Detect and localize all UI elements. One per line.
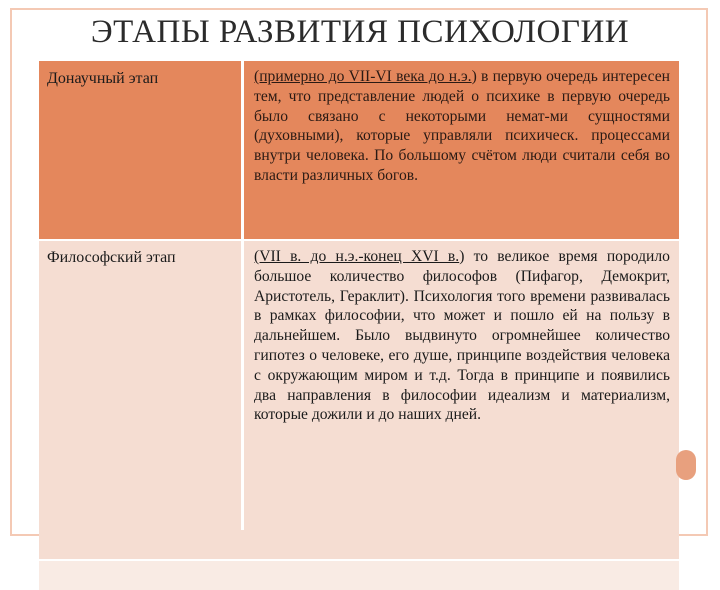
stage-period: (примерно до VII-VI века до н.э. — [254, 68, 472, 85]
stage-name: Философский этап — [47, 249, 176, 266]
stage-description-text: ) в первую очередь интересен тем, что представление людей о психике в первую очередь было связано с некоторыми немат-ми сущностями (духовными), которые управляли психическ. процессами внутри человека. По большому счётом люди считали себя во власти различных богов. — [254, 68, 670, 184]
stage-description — [254, 247, 670, 425]
stages-table — [39, 61, 679, 530]
slide-title: ЭТАПЫ РАЗВИТИЯ ПСИХОЛОГИИ — [90, 14, 630, 50]
table-row — [39, 61, 679, 239]
table-row-empty — [39, 561, 679, 590]
table-row — [39, 241, 679, 559]
slide-decoration — [676, 450, 696, 480]
stage-period: (VII в. до н.э.-конец XVI в. — [254, 248, 460, 265]
stage-description-text: ) то великое время породило большое количество философов (Пифагор, Демокрит, Аристотель, Гераклит). Психология того времени развивалась в рамках философии, что может и пошло ей на пользу в дальнейшем. Было выдвинуто огромнейшее количество гипотез о человеке, его душе, принципе воздействия человека с окружающим миром и т.д. Тогда в принципе и появились два направления в философии идеализм и материализм, которые дожили и до наших дней. — [254, 248, 670, 424]
stage-name: Донаучный этап — [47, 70, 159, 87]
stage-description — [254, 67, 670, 186]
column-divider — [241, 61, 244, 530]
